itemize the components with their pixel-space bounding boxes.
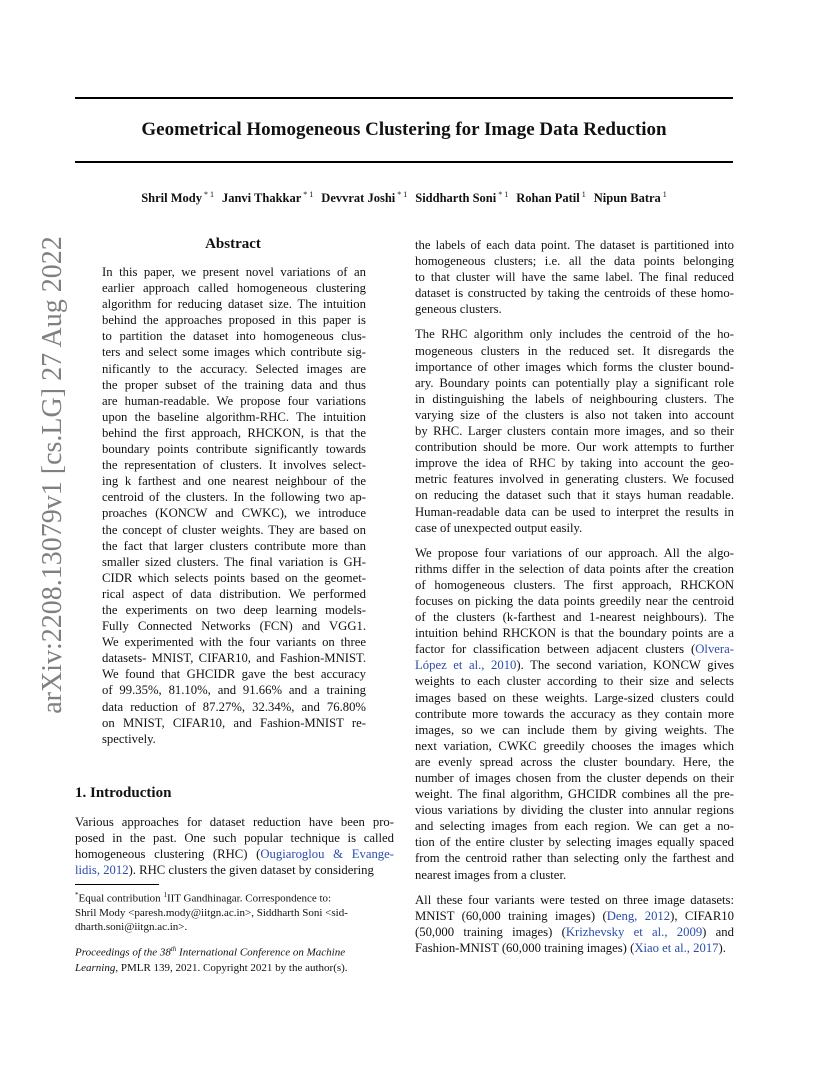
abstract-line: [102, 522, 366, 538]
text-run: upon the baseline algorithm-RHC. The intuition: [102, 409, 366, 424]
intro-line: [75, 814, 394, 830]
text-run: vious variations by dividing the cluster into annular regions: [415, 803, 734, 818]
paragraph-line: [415, 770, 734, 786]
text-run: case of unexpected output easily.: [415, 520, 583, 535]
paragraph-line: [415, 375, 734, 391]
author-affiliation-mark: * 1: [395, 190, 408, 199]
text-run: are human-readable. We propose four variations: [102, 393, 366, 408]
paragraph-line: [415, 269, 734, 285]
text-run: weights to each cluster according to their size and selects: [415, 674, 734, 689]
text-run: All these four variants were tested on three image datasets:: [415, 892, 734, 907]
text-run: earlier approach called homogeneous clustering: [102, 281, 366, 296]
text-run: ), CIFAR10: [670, 908, 734, 923]
paragraph-line: [415, 867, 734, 883]
text-run: ary. Boundary points can potentially play a significant role: [415, 375, 734, 390]
paragraph-line: [415, 391, 734, 407]
text-run: metric features involved in generating clusters. We focused: [415, 472, 734, 487]
text-run: number of images chosen from the cluster depends on their: [415, 771, 734, 785]
text-run: of the clusters (k-farthest and 1-nearest neighbours). The: [415, 610, 734, 625]
text-run: dataset is constructed by taking the centroids of these homo-: [415, 286, 734, 301]
abstract-line: [102, 505, 366, 521]
abstract-line: [102, 602, 366, 618]
citation-link[interactable]: Deng, 2012: [606, 908, 671, 923]
abstract-line: [102, 473, 366, 489]
text-run: rical aspect of data distribution. We performed: [102, 586, 366, 601]
paragraph-line: [415, 359, 734, 375]
section-heading-introduction: 1. Introduction: [75, 785, 172, 801]
text-run: the experiments on two deep learning models-: [102, 602, 366, 617]
paragraph: [415, 892, 734, 956]
abstract-line: [102, 699, 366, 715]
proceedings-mid: International Conference on Machine: [176, 946, 346, 959]
text-run: next variation, CWKC greedily chooses the images which: [415, 738, 734, 753]
text-run: ) and: [702, 924, 734, 939]
abstract-line: [102, 264, 366, 280]
text-run: CIDR which selects points based on the geomet-: [102, 570, 366, 585]
text-run: factor for classification between adjacent clusters (: [415, 642, 696, 657]
text-run: focuses on picking the data points greedily near the centroid: [415, 593, 734, 608]
paragraph-line: [415, 301, 734, 317]
text-run: nearest images from a cluster.: [415, 867, 567, 882]
abstract-line: [102, 377, 366, 393]
text-run: contribute more towards the accuracy as they contain more: [415, 706, 734, 721]
paragraph-line: [415, 504, 734, 520]
abstract-line: [102, 715, 366, 731]
text-run: We propose four variations of our approach. All the algo-: [415, 545, 734, 560]
text-run: are evenly spread across the cluster boundary. Here, the: [415, 754, 734, 769]
abstract-line: [102, 489, 366, 505]
text-run: the fact that larger clusters contribute more than: [102, 538, 366, 553]
paragraph-line: [415, 326, 734, 342]
text-run: images, so we can include them by giving weights. The: [415, 722, 734, 737]
paragraph-line: [415, 593, 734, 609]
proceedings-prefix: Proceedings of the 38: [75, 946, 171, 959]
paragraph-line: [415, 834, 734, 850]
text-run: nificantly to the accuracy. Selected images are: [102, 361, 366, 376]
text-run: behind the approaches proposed in this paper is: [102, 313, 366, 328]
paragraph-line: [415, 455, 734, 471]
right-column-body: [415, 237, 734, 965]
author-name: Rohan Patil $^1$: [516, 190, 586, 206]
abstract-line: [102, 554, 366, 570]
abstract-body: [102, 264, 366, 747]
text-run: homogeneous clusters; i.e. all the data points belonging: [415, 254, 734, 269]
author-name: Janvi Thakkar $^{* 1}$: [221, 190, 314, 206]
paragraph-line: [415, 818, 734, 834]
footnote-equal-contribution: Equal contribution: [78, 892, 161, 905]
text-run: Fashion-MNIST (60,000 training images) (: [415, 940, 635, 955]
paragraph-line: [415, 471, 734, 487]
paragraph-line: [415, 641, 734, 657]
abstract-line: [102, 361, 366, 377]
abstract-line: [102, 441, 366, 457]
abstract-line: [102, 425, 366, 441]
introduction-body: [75, 814, 394, 878]
abstract-line: [102, 570, 366, 586]
paragraph-line: [415, 561, 734, 577]
text-run: geneous clusters.: [415, 302, 502, 317]
paragraph-line: [415, 609, 734, 625]
abstract-line: [102, 280, 366, 296]
paragraph-line: [415, 754, 734, 770]
arxiv-stamp: arXiv:2208.13079v1 [cs.LG] 27 Aug 2022: [37, 236, 68, 714]
text-run: of 99.35%, 81.10%, and 91.66% and a training: [102, 683, 366, 698]
footnote: *Equal contribution $^1$IIT Gandhinagar. Correspondence to: Shril Mody <paresh.mody@iitgn.ac.in>, Siddharth Soni <sid- dharth.soni@iitgn.ac.in>.: [75, 888, 394, 934]
text-run: on MNIST, CIFAR10, and Fashion-MNIST re-: [102, 715, 366, 730]
abstract-line: [102, 409, 366, 425]
abstract-line: [102, 682, 366, 698]
proceedings-copyright: , PMLR 139, 2021. Copyright 2021 by the author(s).: [115, 961, 348, 974]
text-run: Various approaches for dataset reduction have been pro-: [75, 815, 394, 829]
author-affiliation-mark: * 1: [201, 190, 214, 199]
intro-line: [75, 846, 394, 862]
abstract-line: [102, 731, 366, 747]
author-name: Nipun Batra $^1$: [593, 190, 667, 206]
citation-link[interactable]: Xiao et al., 2017: [634, 940, 719, 955]
citation-link[interactable]: Olvera-: [695, 642, 734, 657]
paragraph-line: [415, 706, 734, 722]
text-run: intuition behind RHCKON is that the boundary points are a: [415, 626, 734, 641]
paragraph-line: [415, 940, 734, 956]
text-run: ). RHC clusters the given dataset by considering: [128, 863, 374, 878]
text-run: varying size of the clusters is also not taken into account: [415, 407, 734, 422]
text-run: (50,000 training images) (: [415, 924, 566, 939]
paragraph-line: [415, 520, 734, 536]
text-run: boundary points contribute significantly towards: [102, 442, 366, 457]
text-run: of homogeneous clusters. The first approach, RHCKON: [415, 577, 734, 592]
paragraph-line: [415, 690, 734, 706]
paragraph-line: [415, 738, 734, 754]
text-run: algorithm for reducing dataset size. The intuition: [102, 297, 366, 312]
text-run: by RHC. Larger clusters contain more images, and so their: [415, 424, 734, 439]
text-run: ). The second variation, KONCW gives: [516, 658, 735, 673]
text-run: images based on these weights. Large-sized clusters could: [415, 690, 734, 705]
paragraph: [415, 326, 734, 535]
paragraph-line: [415, 908, 734, 924]
footnote-correspondence: Shril Mody <paresh.mody@iitgn.ac.in>, Siddharth Soni <sid-: [75, 906, 348, 919]
paragraph-line: [415, 423, 734, 439]
text-run: The RHC algorithm only includes the centroid of the ho-: [415, 327, 734, 342]
paragraph-line: [415, 625, 734, 641]
proceedings-note: [75, 942, 394, 976]
paragraph-line: [415, 924, 734, 940]
paragraph-line: [415, 802, 734, 818]
footnote-correspondence-cont: dharth.soni@iitgn.ac.in>.: [75, 920, 188, 933]
text-run: We found that GHCIDR gave the best accuracy: [102, 667, 366, 682]
author-name: Siddharth Soni $^{* 1}$: [415, 190, 509, 206]
author-affiliation-mark: * 1: [496, 190, 509, 199]
paragraph-line: [415, 673, 734, 689]
text-run: contribution should be more. Our work attempts to further: [415, 440, 734, 455]
text-run: weight. The final algorithm, GHCIDR combines all the pre-: [415, 787, 734, 802]
citation-link[interactable]: Krizhevsky et al., 2009: [565, 924, 703, 939]
text-run: smaller sized clusters. The final variation is GH-: [102, 554, 366, 569]
author-list: [75, 190, 733, 206]
citation-link[interactable]: López et al., 2010: [415, 658, 517, 673]
footnote-affiliation: IIT Gandhinagar. Correspondence to:: [166, 892, 332, 905]
text-run: to that cluster will have the same label. The final reduced: [415, 270, 734, 285]
text-run: behind the first approach, RHCKON, is that the: [102, 425, 366, 440]
text-run: proaches (KONCW and CWKC), we introduce: [102, 506, 366, 521]
abstract-line: [102, 618, 366, 634]
paragraph-line: [415, 439, 734, 455]
text-run: the labels of each data point. The dataset is partitioned into: [415, 238, 734, 252]
text-run: the proper subset of the training data and thus: [102, 377, 366, 392]
text-run: MNIST (60,000 training images) (: [415, 908, 607, 923]
abstract-line: [102, 538, 366, 554]
text-run: posed in the past. One such popular technique is called: [75, 831, 394, 846]
abstract-line: [102, 312, 366, 328]
author-affiliation-mark: 1: [579, 190, 586, 199]
intro-line: [75, 862, 394, 878]
text-run: In this paper, we present novel variations of an: [102, 265, 366, 279]
text-run: We experimented with the four variants on three: [102, 635, 366, 650]
author-name: Devvrat Joshi $^{* 1}$: [321, 190, 408, 206]
text-run: on reducing the dataset such that it stays human readable.: [415, 488, 734, 503]
text-run: Human-readable data can be used to interpret the results in: [415, 504, 734, 519]
abstract-line: [102, 328, 366, 344]
text-run: from the centroid rather than selecting only the farthest and: [415, 851, 734, 866]
text-run: to partition the dataset into homogeneous clus-: [102, 329, 366, 344]
author-name: Shril Mody $^{* 1}$: [141, 190, 214, 206]
paragraph: [415, 237, 734, 317]
text-run: improve the idea of RHC by taking into account the geo-: [415, 456, 734, 471]
text-run: datasets- MNIST, CIFAR10, and Fashion-MNIST.: [102, 651, 366, 666]
paragraph-line: [415, 786, 734, 802]
author-affiliation-mark: * 1: [301, 190, 314, 199]
abstract-line: [102, 344, 366, 360]
text-run: ).: [718, 940, 726, 955]
title-rule: [75, 161, 733, 163]
paragraph-line: [415, 285, 734, 301]
intro-line: [75, 830, 394, 846]
text-run: in distinguishing the labels of neighbouring clusters. The: [415, 391, 734, 406]
top-rule: [75, 97, 733, 99]
paragraph-line: [415, 253, 734, 269]
paragraph-line: [415, 892, 734, 908]
citation-link[interactable]: Ougiaroglou & Evange-: [260, 847, 394, 862]
paragraph-line: [415, 343, 734, 359]
paragraph-line: [415, 407, 734, 423]
text-run: Fully Connected Networks (FCN) and VGG1.: [102, 619, 366, 634]
paragraph-line: [415, 577, 734, 593]
abstract-line: [102, 393, 366, 409]
text-run: importance of other images which forms the cluster bound-: [415, 359, 734, 374]
paragraph-line: [415, 850, 734, 866]
text-run: ing k farthest and one nearest neighbour of the: [102, 474, 366, 489]
text-run: ters and select some images which contribute sig-: [102, 345, 366, 360]
text-run: centroid of the clusters. In the following two ap-: [102, 490, 366, 505]
proceedings-sup: th: [170, 945, 177, 953]
author-affiliation-mark: 1: [660, 190, 667, 199]
paper-title: Geometrical Homogeneous Clustering for Image Data Reduction: [141, 119, 667, 140]
text-run: and selecting images from each region. We can get a no-: [415, 819, 734, 834]
abstract-line: [102, 586, 366, 602]
text-run: the concept of cluster weights. They are based on: [102, 522, 366, 537]
abstract-line: [102, 650, 366, 666]
footnote-rule: [75, 884, 159, 885]
citation-link[interactable]: lidis, 2012: [75, 863, 129, 878]
text-run: homogeneous clustering (RHC) (: [75, 847, 261, 862]
text-run: tion of the entire cluster by selecting images equally spaced: [415, 835, 734, 850]
proceedings-learning: Learning: [75, 961, 116, 974]
abstract-heading: Abstract: [205, 236, 261, 252]
text-run: spectively.: [102, 731, 156, 746]
text-run: mogeneous clusters in the reduced set. It disregards the: [415, 343, 734, 358]
paragraph-line: [415, 487, 734, 503]
text-run: rithms differ in the selection of data points after the creation: [415, 561, 734, 576]
abstract-line: [102, 296, 366, 312]
paragraph-line: [415, 237, 734, 253]
paragraph: [415, 545, 734, 883]
paragraph-line: [415, 545, 734, 561]
abstract-line: [102, 457, 366, 473]
abstract-line: [102, 666, 366, 682]
paragraph-line: [415, 657, 734, 673]
abstract-line: [102, 634, 366, 650]
text-run: data reduction of 87.27%, 32.34%, and 76.80%: [102, 699, 366, 714]
paragraph-line: [415, 722, 734, 738]
text-run: the representation of clusters. It involves select-: [102, 458, 366, 473]
